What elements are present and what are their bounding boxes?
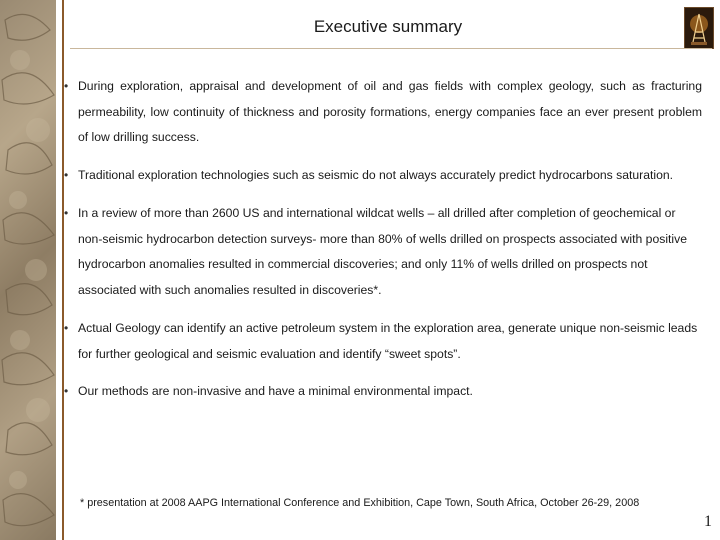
footnote: * presentation at 2008 AAPG International Conference and Exhibition, Cape Town, South Africa, October 26-29, 2008 [80,497,640,509]
page-number: 1 [704,513,712,530]
list-item [62,163,702,189]
bullet-text: During exploration, appraisal and development of oil and gas fields with complex geology, such as fracturing permeability, low continuity of thickness and porosity formations, energy companies face an ever present problem of low drilling success. [78,79,702,144]
bullet-list [62,74,702,405]
bullet-icon: • [64,321,69,335]
page-title: Executive summary [313,17,463,36]
logo [684,7,714,49]
title-divider [70,48,712,49]
bullet-icon: • [64,206,69,220]
list-item [62,74,702,151]
list-item [62,379,702,405]
bullet-text: Actual Geology can identify an active petroleum system in the exploration area, generate unique non-seismic leads for further geological and seismic evaluation and identify “sweet spots”. [78,321,698,361]
bullet-icon: • [64,384,69,398]
bullet-icon: • [64,79,69,93]
list-item [62,201,702,303]
decorative-side-strip [0,0,56,540]
leaf-pattern-icon [0,0,56,540]
bullet-icon: • [64,167,69,182]
bullet-text: In a review of more than 2600 US and international wildcat wells – all drilled after completion of geochemical or non-seismic hydrocarbon detection surveys- more than 80% of wells drilled on prospects associated with positive hydrocarbon anomalies resulted in commercial discoveries; and only 11% of wells drilled on prospects not associated with such anomalies resulted in discoveries*. [78,206,687,297]
bullet-text: Traditional exploration technologies such as seismic do not always accurately predict hydrocarbons saturation. [78,167,674,182]
oil-derrick-icon [685,8,713,48]
bullet-text: Our methods are non-invasive and have a minimal environmental impact. [78,384,473,398]
list-item [62,316,702,367]
